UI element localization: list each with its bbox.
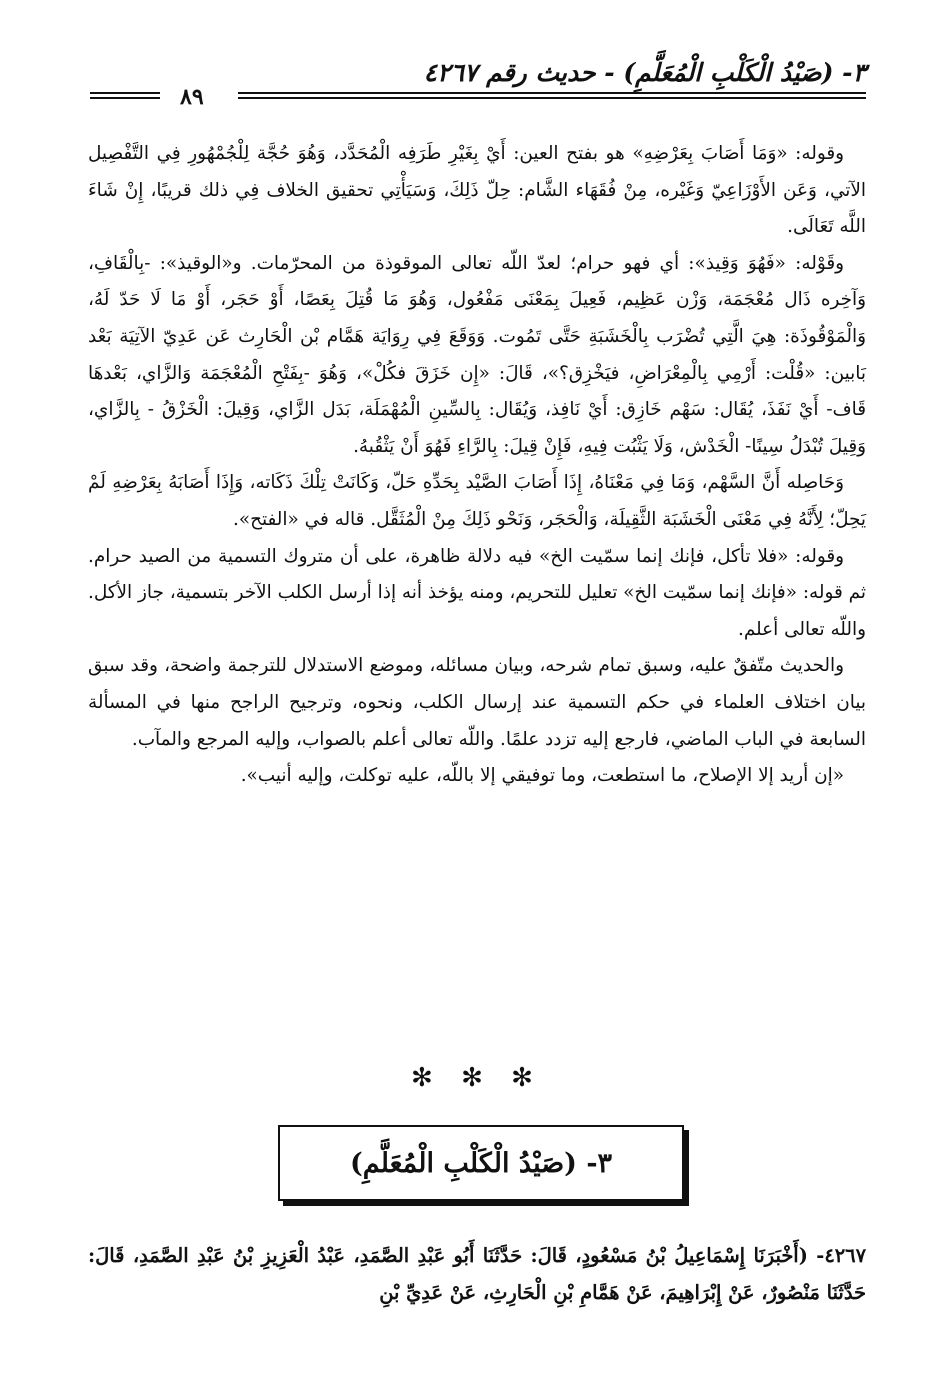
- header-title: ٣- (صَيْدُ الْكَلْبِ الْمُعَلَّمِ) - حديث رقم ٤٢٦٧: [423, 58, 866, 87]
- paragraph: وقوله: «فلا تأكل، فإنك إنما سمّيت الخ» فيه دلالة ظاهرة، على أن متروك التسمية من الصيد حرام. ثم قوله: «فإنك إنما سمّيت الخ» تعليل للتحريم، ومنه يؤخذ أنه إذا أرسل الكلب الآخر بتسمية، جاز الأكل. واللّه تعالى أعلم.: [88, 545, 866, 640]
- hadith-text: [88, 1238, 866, 1311]
- running-header: [88, 58, 866, 110]
- page-number: ٨٩: [180, 84, 204, 110]
- header-rule-short: [90, 92, 160, 99]
- commentary-body: [88, 136, 866, 795]
- paragraph: والحديث متّفقٌ عليه، وسبق تمام شرحه، وبيان مسائله، وموضع الاستدلال للترجمة واضحة، وقد سبق بيان اختلاف العلماء في حكم التسمية عند إرسال الكلب، ونحوه، وترجيح الراجح منها في المسألة السابعة في الباب الماضي، فارجع إليه تزدد علمًا. واللّه تعالى أعلم بالصواب، وإليه المرجع والمآب.: [88, 655, 866, 750]
- chapter-heading: [278, 1125, 684, 1201]
- paragraph: وقوله: «وَمَا أَصَابَ بِعَرْضِهِ» هو بفتح العين: أَيْ بِغَيْرِ طَرَفِه الْمُحَدَّد، وَهُوَ حُجَّة لِلْجُمْهُورِ فِي التَّفْصِيل الآتي، وَعَن الأَوْزَاعِيّ وَغَيْره، مِنْ فُقَهَاء الشَّام: حِلّ ذَلِكَ، وَسَيَأْتِي تحقيق الخلاف فِي ذلك قريبًا، إِنْ شَاءَ اللَّه تَعَالَى.: [88, 143, 866, 238]
- header-rule: [238, 92, 866, 99]
- section-separator: ✻ ✻ ✻: [411, 1063, 543, 1093]
- hadith-paragraph: ٤٢٦٧- (أَخْبَرَنَا إِسْمَاعِيلُ بْنُ مَسْعُودٍ، قَالَ: حَدَّثَنَا أَبُو عَبْدِ الصَّمَدِ، عَبْدُ الْعَزِيزِ بْنُ عَبْدِ الصَّمَدِ، قَالَ: حَدَّثَنَا مَنْصُورٌ، عَنْ إِبْرَاهِيمَ، عَنْ هَمَّامِ بْنِ الْحَارِثِ، عَنْ عَدِيِّ بْنِ: [88, 1244, 866, 1304]
- chapter-title: ٣- (صَيْدُ الْكَلْبِ الْمُعَلَّمِ): [349, 1147, 613, 1179]
- paragraph: وقَوْله: «فَهُوَ وَقِيذ»: أي فهو حرام؛ لعدّ اللّه تعالى الموقوذة من المحرّمات. و«الوقيذ»: -بِالْقَافِ، وَآخِره ذَال مُعْجَمَة، وَزْن عَظِيم، فَعِيلَ بِمَعْنَى مَفْعُول، وَهُوَ مَا قُتِلَ بِعَصًا، أَوْ حَجَر، أَوْ مَا لَا حَدّ لَهُ، وَالْمَوْقُوذَة: هِيَ الَّتِي تُضْرَب بِالْخَشَبَةِ حَتَّى تَمُوت. وَوَقَعَ فِي رِوَايَة هَمَّام بْن الْحَارِث عَن عَدِيّ الآتِيَة بَعْد بَابين: «قُلْت: أَرْمِي بِالْمِعْرَاضِ، فيَخْزِق؟»، قَالَ: «إِن خَزَقَ فكُلْ»، وَهُوَ -بِفَتْحِ الْمُعْجَمَة وَالزَّاي، بَعْدهَا قَاف- أَيْ نَفَذَ، يُقَال: سَهْم خَازِق: أَيْ نَافِذ، وَيُقَال: بِالسِّينِ الْمُهْمَلَة، بَدَل الزَّاي، وَقِيلَ: الْخَزْقُ - بِالزَّاي، وَقِيلَ تُبْدَلُ سِينًا- الْخَدْش، وَلَا يَثْبُت فِيهِ، فَإِنْ قِيلَ: بِالرَّاءِ فَهُوَ أَنْ يَثْقُبهُ.: [88, 252, 866, 457]
- book-page: [88, 50, 866, 1350]
- paragraph: وَحَاصِله أَنَّ السَّهْم، وَمَا فِي مَعْنَاهُ، إِذَا أَصَابَ الصَّيْد بِحَدِّهِ حَلّ، وَكَانَتْ تِلْكَ ذَكَاته، وَإِذَا أَصَابَهُ بِعَرْضِهِ لَمْ يَحِلّ؛ لِأَنَّهُ فِي مَعْنَى الْخَشَبَة الثَّقِيلَة، وَالْحَجَر، وَنَحْو ذَلِكَ مِنْ الْمُثَقَّل. قاله في «الفتح».: [88, 472, 866, 530]
- paragraph: «إن أريد إلا الإصلاح، ما استطعت، وما توفيقي إلا باللّه، عليه توكلت، وإليه أنيب».: [240, 765, 844, 787]
